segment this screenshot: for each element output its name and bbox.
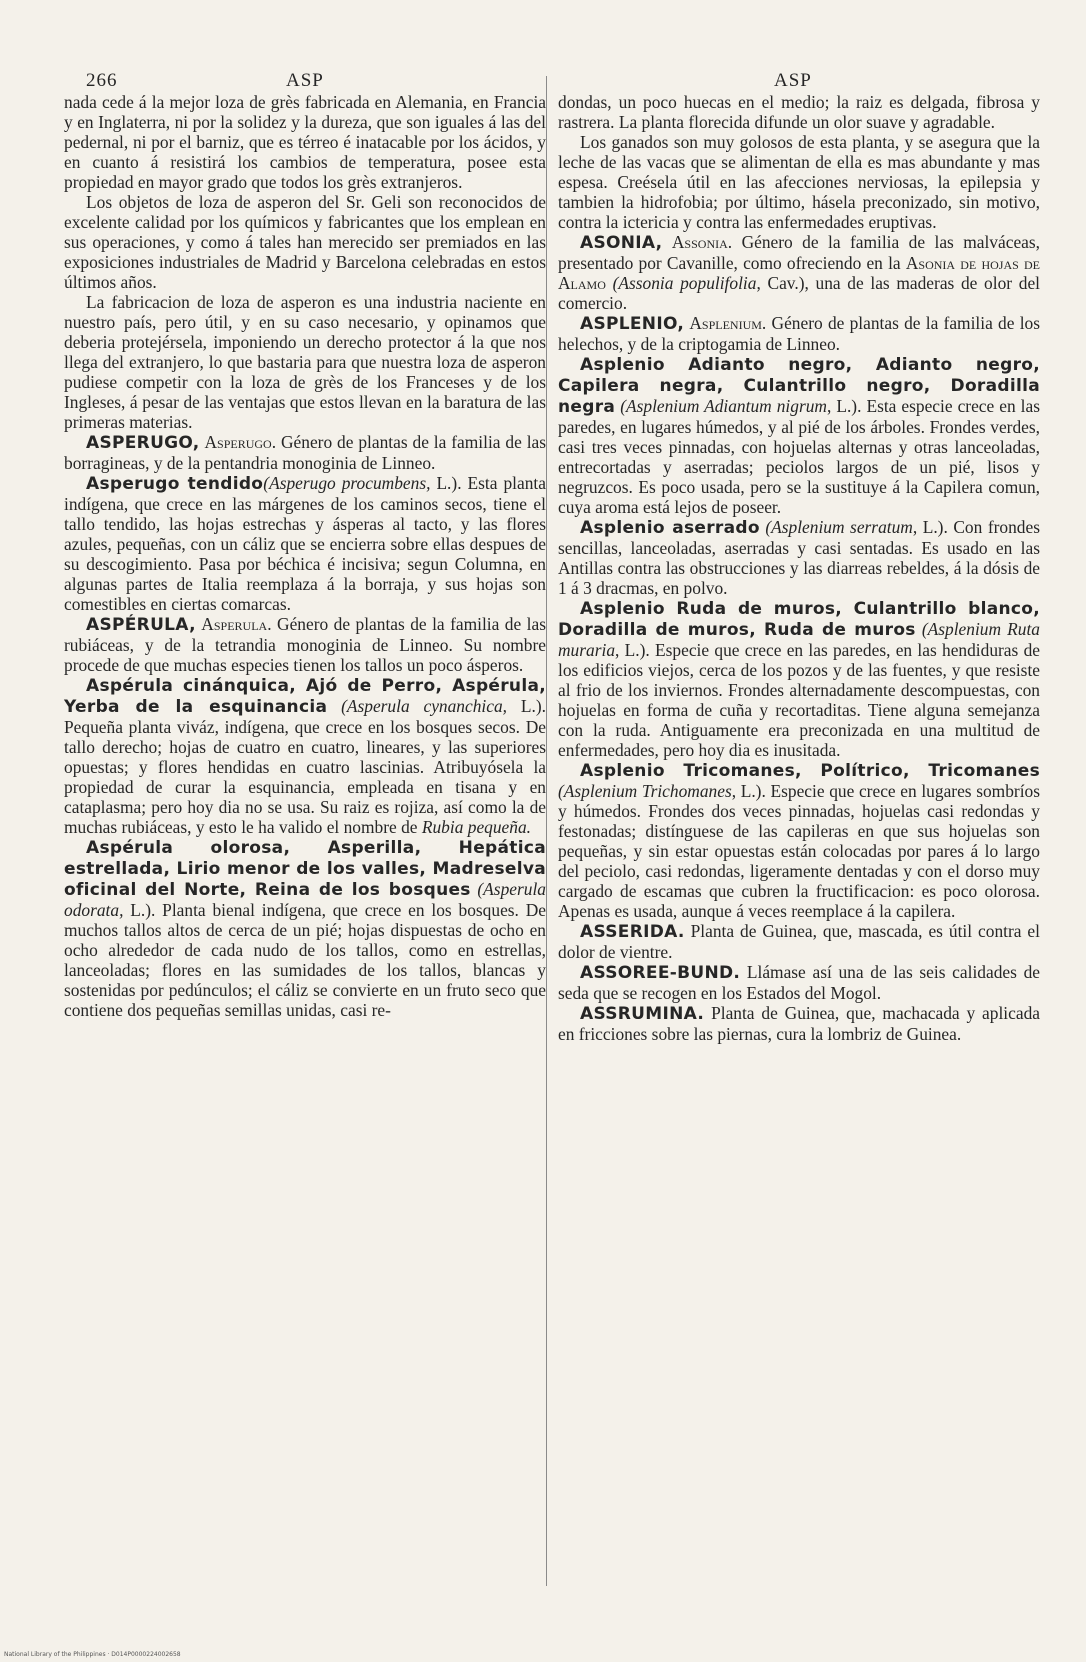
- paragraph-livestock: Los ganados son muy golosos de esta planta, y se asegura que la leche de las vacas que se alimentan de ella es mas abundante y mas espesa. Creésela útil en las afecciones nerviosas, la epilepsia y tambien la hidrofobia; por último, hásela preconizado, sin motivo, contra la ictericia y contra las enfermedades eruptivas.: [558, 132, 1040, 232]
- entry-asonia: [558, 232, 1040, 313]
- headword: ASPLENIO,: [580, 314, 685, 334]
- headword: Asplenio Ruda de muros, Culantrillo blanco, Doradilla de muros, Ruda de muros: [558, 599, 1040, 640]
- entry-assoree-bund: [558, 962, 1040, 1003]
- species-name: Asonia de hojas de Alamo: [558, 253, 1040, 293]
- paragraph-asperon-industry: La fabricacion de loza de asperon es una industria naciente en nuestro país, pero útil, y en su caso necesario, y opinamos que deberia protejérsela, imponiendo un derecho protector á la que nos llega del extranjero, lo que bastaria para que nuestra loza de asperon pudiese competir con la loza de grès de los Franceses y de los Ingleses, á pesar de las ventajas que estos llevan en la baratura de las primeras materias.: [64, 292, 546, 432]
- paragraph-continuation: nada cede á la mejor loza de grès fabricada en Alemania, en Francia y en Inglaterra, ni por la solidez y la dureza, que son iguales á las del pedernal, ni por el barniz, que es térreo é inatacable por los ácidos, y en cuanto á resistirá los cambios de temperatura, posee esta propiedad en mayor grado que todos los grès extranjeros.: [64, 92, 546, 192]
- headword: Asplenio aserrado: [580, 518, 760, 538]
- latin-name: (Asplenium Ruta muraria: [558, 619, 1040, 660]
- latin-genus: Asplenium.: [689, 313, 767, 333]
- entry-text: Género de plantas de la familia de las borragineas, y de la pentandria monoginia de Linneo.: [64, 432, 547, 473]
- headword: ASSERIDA.: [580, 922, 685, 942]
- latin-genus: Asperula.: [201, 614, 272, 634]
- entry-asplenio-adianto: [558, 354, 1040, 517]
- left-running-head: ASP: [286, 70, 324, 91]
- headword: ASPÉRULA,: [86, 615, 196, 635]
- entry-text: , Cav.), una de las maderas de olor del comercio.: [558, 273, 1040, 313]
- entry-asperugo: [64, 432, 546, 473]
- headword: Aspérula cinánquica, Ajó de Perro, Aspérula, Yerba de la esquinancia: [64, 676, 546, 717]
- latin-name: (Asplenium Adiantum nigrum: [620, 396, 827, 416]
- entry-text: Género de plantas de la familia de las rubiáceas, y de la tetrandia monoginia de Linneo. Su nombre procede de que muchas especies tienen los tallos un poco ásperos.: [64, 614, 546, 675]
- entry-text: Planta de Guinea, que, mascada, es útil contra el dolor de vientre.: [558, 921, 1040, 962]
- headword: Asperugo tendido: [86, 474, 264, 494]
- latin-name: (Asperugo procumbens,: [263, 473, 431, 493]
- entry-asperula-cinanquica: [64, 675, 546, 837]
- headword: Asplenio Tricomanes, Polítrico, Tricomanes: [580, 761, 1040, 781]
- entry-asplenio-aserrado: [558, 517, 1040, 598]
- entry-text: , L.). Especie que crece en las paredes, en las hendiduras de los edificios viejos, cerca de los pozos y de las fuentes, y que resiste al frio de los inviernos. Frondes alternadamente descompuestas, con hojuelas en forma de cuña y recortaditas. Tiene alguna semejanza con la ruda. Antiguamente era preconizada en una multitud de enfermedades, pero hoy dia es inusitada.: [558, 640, 1040, 760]
- entry-asserida: [558, 921, 1040, 962]
- latin-genus: Asperugo.: [204, 432, 277, 452]
- latin-genus: Assonia.: [671, 232, 733, 252]
- entry-asplenio-tricomanes: [558, 760, 1040, 921]
- left-column: [64, 92, 546, 1020]
- entry-asperugo-tendido: [64, 473, 546, 614]
- entry-asperula-olorosa: [64, 837, 546, 1020]
- headword: ASONIA,: [580, 233, 663, 253]
- headword: ASPERUGO,: [86, 433, 200, 453]
- paragraph-continuation: dondas, un poco huecas en el medio; la raiz es delgada, fibrosa y rastrera. La planta florecida difunde un olor suave y agradable.: [558, 92, 1040, 132]
- latin-name: (Asperula cynanchica,: [341, 696, 508, 716]
- latin-name: (Assonia populifolia: [612, 273, 757, 293]
- entry-text: , L.). Especie que crece en lugares sombríos y húmedos. Frondes dos veces pinnadas, hojuelas casi redondas y festonadas; distínguese de las capileras en que sus hojuelas son pequeñas, y sin estar opuestas están colocadas por pares á lo largo del peciolo, casi redondas, ligeramente dentadas y con el dorso muy cargado de escamas que cubren la fructificacion: es poco olorosa. Apenas es usada, aunque á veces reemplace á la capilera.: [558, 781, 1040, 921]
- column-divider: [546, 76, 547, 1586]
- entry-text: Género de plantas de la familia de los helechos, y de la criptogamia de Linneo.: [558, 313, 1040, 354]
- entry-asplenio: [558, 313, 1040, 354]
- latin-name: Rubia pequeña.: [421, 817, 532, 837]
- entry-text: Género de la familia de las malváceas, presentado por Cavanille, como ofreciendo en la: [558, 232, 1040, 273]
- page-number: 266: [86, 70, 118, 91]
- library-footer: National Library of the Philippines · D014P0000224002658: [4, 1651, 181, 1658]
- right-column: [558, 92, 1040, 1044]
- latin-name: (Asplenium serratum: [765, 517, 913, 537]
- entry-text: , L.). Esta especie crece en las paredes, en lugares húmedos, y al pié de los árboles. Frondes verdes, casi tres veces pinnadas, con hojuelas alternas y otras lanceoladas, entrecortadas y aserradas; peciolos largos de un pié, lisos y negruzcos. Es poco usada, pero se la sustituye á la Capilera comun, cuya aroma está lejos de poseer.: [558, 396, 1040, 517]
- entry-text: , L.). Con frondes sencillas, lanceoladas, aserradas y casi sentadas. Es usado en las Antillas contra las obstrucciones y las diarreas rebeldes, á la dósis de 1 á 3 dracmas, en polvo.: [558, 517, 1040, 598]
- entry-asplenio-ruda: [558, 598, 1040, 760]
- entry-asperula: [64, 614, 546, 675]
- paragraph-asperon-objects: Los objetos de loza de asperon del Sr. Geli son reconocidos de excelente calidad por los químicos y fabricantes que los emplean en sus operaciones, y como á tales han merecido ser premiados en las exposiciones industriales de Madrid y Barcelona celebradas en estos últimos años.: [64, 192, 546, 292]
- headword: Asplenio Adianto negro, Adianto negro, Capilera negra, Culantrillo negro, Doradilla negra: [558, 355, 1040, 417]
- latin-name: (Asplenium Trichomanes: [558, 781, 732, 801]
- entry-text: L.). Esta planta indígena, que crece en las márgenes de los caminos secos, tiene el tallo tendido, las hojas estrechas y ásperas al tacto, y las flores azules, pequeñas, con un cáliz que se encierra sobre ellas despues de su descogimiento. Pasa por béchica é incisiva; segun Columna, en algunas partes de Italia reemplaza á la borraja, y sus hojas son comestibles en ciertas comarcas.: [64, 473, 546, 614]
- entry-text: Llámase así una de las seis calidades de seda que se recogen en los Estados del Mogol.: [558, 962, 1040, 1003]
- entry-text: L.). Pequeña planta viváz, indígena, que crece en los bosques secos. De tallo derecho; hojas de cuatro en cuatro, lineares, y las superiores opuestas; y flores hendidas en cuatro lascinias. Atribuyósela la propiedad de curar la esquinancia, empleada en tisana y en cataplasma; pero hoy dia no se usa. Su raiz es rojiza, así como la de muchas rubiáceas, y esto le ha valido el nombre de: [64, 696, 546, 837]
- right-running-head: ASP: [774, 70, 812, 91]
- headword: ASSRUMINA.: [580, 1004, 705, 1024]
- headword: Aspérula olorosa, Asperilla, Hepática estrellada, Lirio menor de los valles, Madreselva oficinal del Norte, Reina de los bosques: [64, 838, 546, 900]
- entry-text: L.). Planta bienal indígena, que crece en los bosques. De muchos tallos altos de cerca de un pié; hojas dispuestas de ocho en ocho alrededor de cada nudo de los tallos, como en estrellas, lanceoladas; flores en las sumidades de los tallos, blancas y sostenidas por pedúnculos; el cáliz se convierte en un fruto seco que contiene dos pequeñas semillas unidas, casi re-: [64, 900, 546, 1020]
- entry-text: Planta de Guinea, que, machacada y aplicada en fricciones sobre las piernas, cura la lombriz de Guinea.: [558, 1003, 1040, 1044]
- entry-assrumina: [558, 1003, 1040, 1044]
- latin-name: (Asperula odorata,: [64, 879, 546, 920]
- headword: ASSOREE-BUND.: [580, 963, 741, 983]
